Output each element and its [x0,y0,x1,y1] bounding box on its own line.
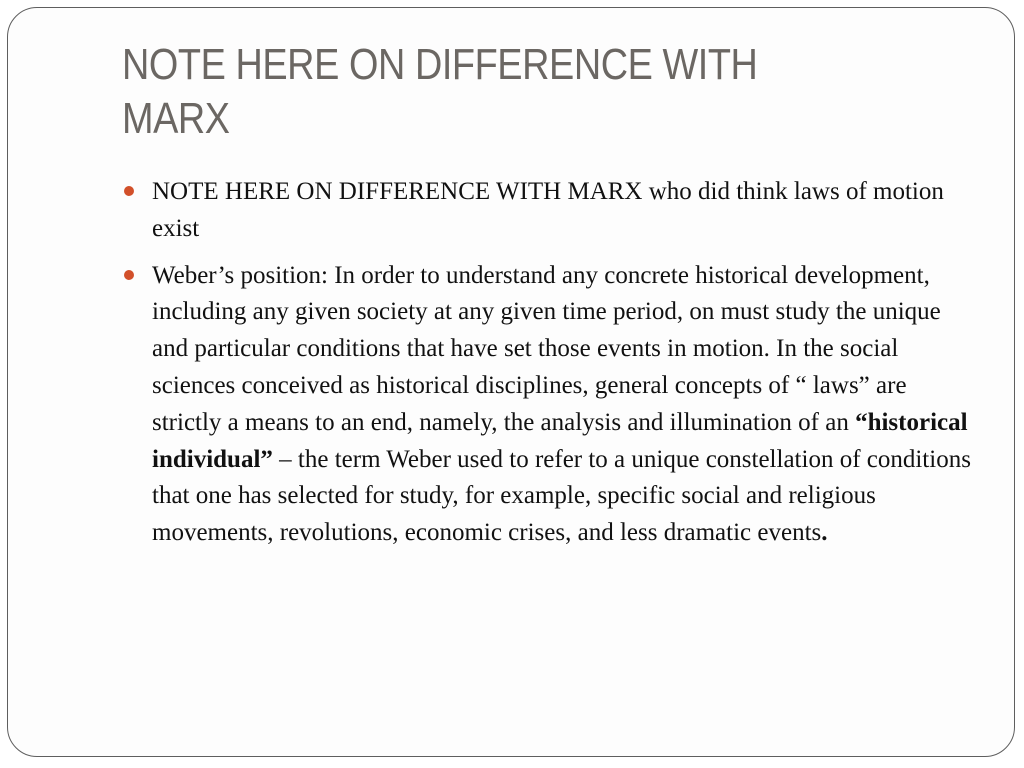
bullet-item-marx-note [122,174,982,248]
bullet-text-before-bold: Weber’s position: In order to understand any concrete historical development, including any given society at any given time period, on must study the unique and particular conditions that have set those events in motion. In the social sciences conceived as historical disciplines, general concepts of “ laws” are strictly a means to an end, namely, the analysis and illumination of an [152,261,941,436]
slide-frame [7,7,1015,757]
historical-individual-term: “historical individual” [152,408,968,473]
slide-title: NOTE HERE ON DIFFERENCE WITH MARX [122,40,758,143]
bullet-text-after-bold: – the term Weber used to refer to a unique constellation of conditions that one has selected for study, for example, specific social and religious movements, revolutions, economic crises, and less dramatic events [152,445,971,547]
bullet-list [122,174,982,562]
bullet-item-weber-position [122,258,982,552]
bullet-dot-icon [124,270,134,280]
final-period: . [821,519,828,547]
bullet-dot-icon [124,186,134,196]
bullet-text: NOTE HERE ON DIFFERENCE WITH MARX who did think laws of motion exist [152,178,944,242]
